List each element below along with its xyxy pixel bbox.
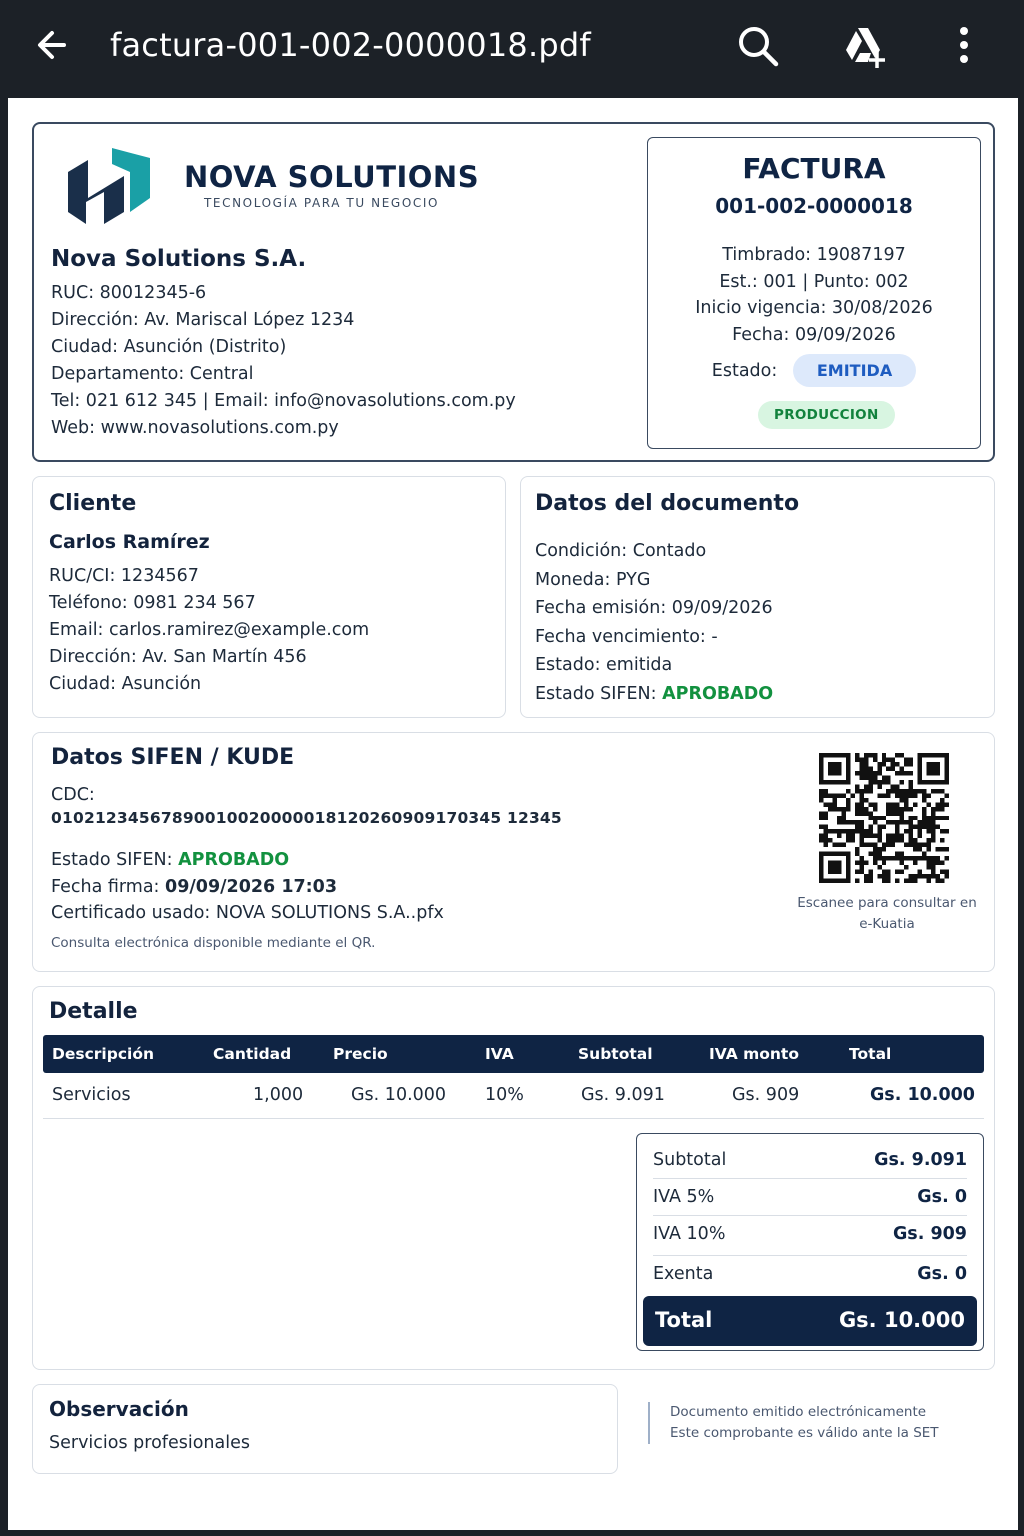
company-ruc: RUC: 80012345-6 (51, 283, 207, 303)
observation-title: Observación (49, 1397, 189, 1421)
col-subtotal: Subtotal (578, 1045, 653, 1063)
totals-iva5-label: IVA 5% (653, 1187, 715, 1207)
totals-iva5-value: Gs. 0 (917, 1187, 967, 1207)
doc-sifen-label: Estado SIFEN: (535, 683, 657, 704)
cell-subtotal: Gs. 9.091 (581, 1085, 665, 1105)
grand-total-value: Gs. 10.000 (838, 1308, 965, 1332)
footer-line-1: Documento emitido electrónicamente (670, 1404, 927, 1420)
invoice-title: FACTURA (742, 152, 886, 185)
invoice-status-row (648, 354, 980, 387)
company-department: Departamento: Central (51, 364, 254, 384)
invoice-date: Fecha: 09/09/2026 (732, 324, 896, 345)
sifen-status-row (51, 847, 444, 874)
sifen-status-value: APROBADO (178, 850, 290, 870)
col-iva: IVA (485, 1045, 514, 1063)
drive-add-icon[interactable] (838, 20, 890, 72)
cell-iva: 10% (485, 1085, 524, 1105)
sifen-note: Consulta electrónica disponible mediante el QR. (51, 935, 376, 951)
invoice-details (648, 242, 980, 348)
grand-total-label: Total (655, 1308, 713, 1332)
company-web: Web: www.novasolutions.com.py (51, 418, 339, 438)
col-total: Total (849, 1045, 892, 1063)
environment-badge: PRODUCCION (758, 401, 895, 429)
brand-name: NOVA SOLUTIONS (184, 160, 480, 194)
totals-exenta-label: Exenta (653, 1264, 714, 1284)
totals-iva5-row (653, 1179, 967, 1216)
table-header (43, 1035, 984, 1073)
doc-currency: Moneda: PYG (535, 569, 651, 590)
invoice-info-box (647, 137, 981, 449)
detail-card-title: Detalle (49, 999, 138, 1024)
client-phone: Teléfono: 0981 234 567 (49, 593, 256, 613)
cdc-value: 01021234567890010020000018120260909170345 12345 (51, 809, 562, 827)
more-vert-icon[interactable] (938, 20, 990, 72)
col-quantity: Cantidad (213, 1045, 292, 1063)
table-row (43, 1073, 984, 1119)
doc-sifen-status (535, 680, 773, 709)
company-details (51, 280, 516, 442)
totals-box (636, 1133, 984, 1351)
back-arrow-icon[interactable] (28, 22, 76, 70)
grand-total-row (643, 1296, 977, 1346)
qr-caption: Escanee para consultar en e-Kuatia (797, 895, 977, 932)
col-iva-amount: IVA monto (709, 1045, 799, 1063)
footer-line-2: Este comprobante es válido ante la SET (670, 1425, 939, 1441)
company-address: Dirección: Av. Mariscal López 1234 (51, 310, 355, 330)
pdf-page (8, 98, 1018, 1530)
status-badge: EMITIDA (793, 354, 916, 387)
company-city: Ciudad: Asunción (Distrito) (51, 337, 287, 357)
doc-condition: Condición: Contado (535, 541, 707, 561)
signature-date-label: Fecha firma: (51, 876, 160, 897)
client-name: Carlos Ramírez (49, 531, 210, 553)
signature-date-value: 09/09/2026 17:03 (165, 876, 338, 897)
client-details (49, 563, 369, 698)
client-city: Ciudad: Asunción (49, 674, 202, 694)
totals-subtotal-value: Gs. 9.091 (874, 1150, 967, 1170)
sifen-details (51, 847, 444, 927)
sifen-status-label: Estado SIFEN: (51, 850, 173, 870)
doc-issue-date: Fecha emisión: 09/09/2026 (535, 598, 773, 618)
totals-iva10-row (653, 1216, 967, 1256)
client-card-title: Cliente (49, 491, 137, 516)
col-price: Precio (333, 1045, 388, 1063)
sifen-card-title: Datos SIFEN / KUDE (51, 745, 295, 770)
col-description: Descripción (52, 1045, 155, 1063)
client-email: Email: carlos.ramirez@example.com (49, 620, 370, 640)
invoice-status-label: Estado: (711, 360, 778, 381)
document-data-card (520, 476, 995, 718)
cell-description: Servicios (52, 1085, 131, 1105)
totals-subtotal-label: Subtotal (653, 1150, 727, 1170)
qr-code (819, 753, 949, 883)
footer-note (648, 1402, 939, 1444)
invoice-establishment: Est.: 001 | Punto: 002 (719, 271, 909, 292)
totals-iva10-value: Gs. 909 (892, 1224, 967, 1244)
document-title: factura-001-002-0000018.pdf (110, 26, 591, 64)
doc-due-date: Fecha vencimiento: - (535, 626, 718, 647)
certificate-used: Certificado usado: NOVA SOLUTIONS S.A..pfx (51, 903, 444, 923)
observation-text: Servicios profesionales (49, 1433, 250, 1453)
sifen-card (32, 732, 995, 972)
invoice-validity-start: Inicio vigencia: 30/08/2026 (695, 298, 933, 318)
totals-iva10-label: IVA 10% (653, 1224, 726, 1244)
search-icon[interactable] (732, 20, 784, 72)
invoice-header (32, 122, 995, 462)
client-ruc: RUC/CI: 1234567 (49, 566, 199, 586)
invoice-number: 001-002-0000018 (715, 194, 913, 218)
cdc-label: CDC: (51, 785, 95, 805)
client-address: Dirección: Av. San Martín 456 (49, 647, 307, 667)
doc-status: Estado: emitida (535, 655, 673, 675)
app-bar (0, 0, 1024, 98)
invoice-timbrado: Timbrado: 19087197 (722, 245, 906, 265)
totals-subtotal-row (653, 1142, 967, 1179)
document-data-title: Datos del documento (535, 491, 800, 516)
totals-exenta-row (653, 1256, 967, 1293)
doc-sifen-value: APROBADO (662, 683, 774, 704)
company-contact: Tel: 021 612 345 | Email: info@novasolutions.com.py (51, 391, 516, 411)
detail-card (32, 986, 995, 1370)
sifen-signature-row (51, 874, 444, 901)
totals-exenta-value: Gs. 0 (917, 1264, 967, 1284)
brand-tagline: TECNOLOGÍA PARA TU NEGOCIO (204, 196, 440, 210)
cell-iva-amount: Gs. 909 (732, 1085, 800, 1105)
company-logo-icon (64, 142, 156, 234)
observation-card (32, 1384, 618, 1474)
cell-quantity: 1,000 (253, 1085, 304, 1105)
document-details (535, 537, 773, 708)
company-name: Nova Solutions S.A. (51, 246, 307, 272)
client-card (32, 476, 506, 718)
cell-price: Gs. 10.000 (351, 1085, 447, 1105)
cell-total: Gs. 10.000 (869, 1085, 975, 1105)
